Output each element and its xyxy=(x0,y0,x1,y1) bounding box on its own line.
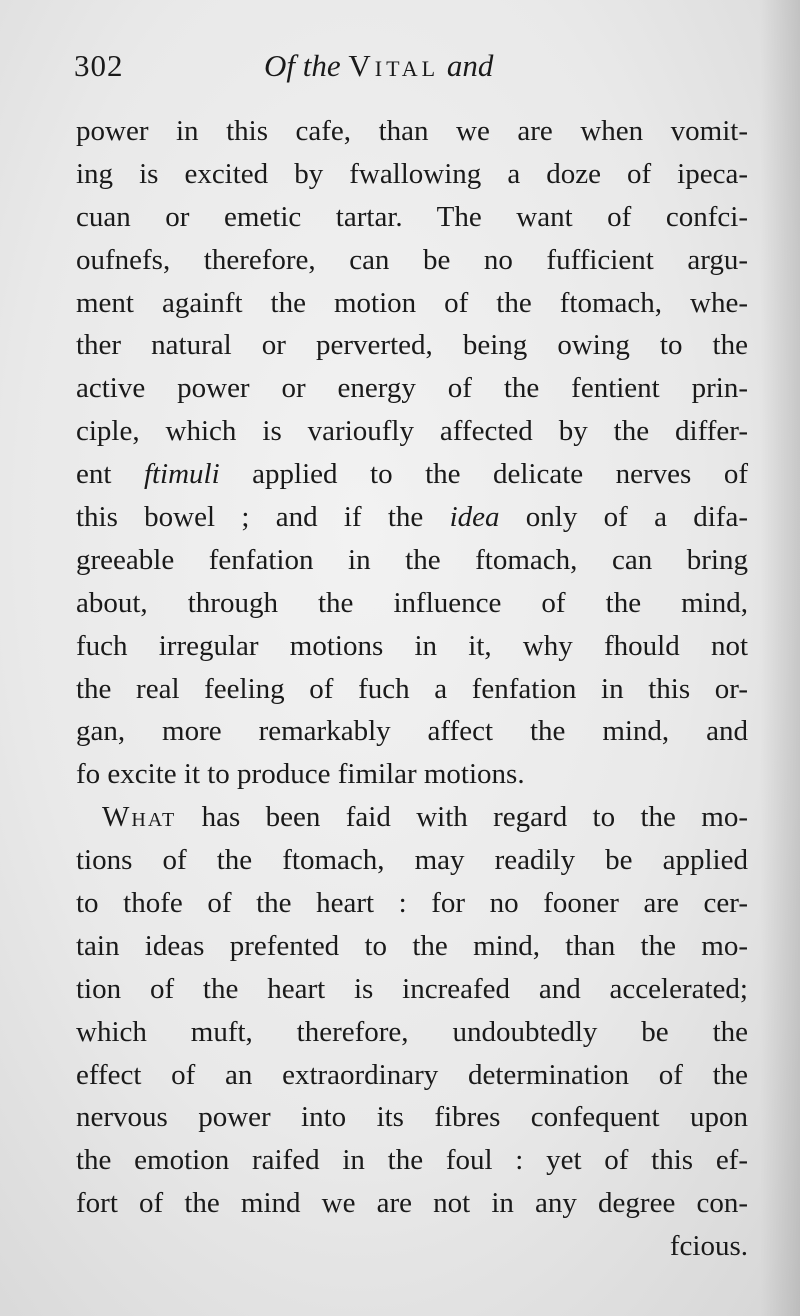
text-line: active power or energy of the fentient prin- xyxy=(76,372,748,405)
text-line: oufnefs, therefore, can be no fufficient argu- xyxy=(76,243,748,276)
text-line: fort of the mind we are not in any degree con- xyxy=(76,1187,748,1220)
text-line xyxy=(76,796,748,839)
text-line: tion of the heart is increafed and accelerated; xyxy=(76,972,748,1005)
text-line: which muft, therefore, undoubtedly be the xyxy=(76,1015,748,1048)
text-line: the real feeling of fuch a fenfation in this or- xyxy=(76,672,748,705)
text-line: tain ideas prefented to the mind, than the mo- xyxy=(76,929,748,962)
italic-word: ftimuli xyxy=(143,458,220,491)
text-run: has been faid with regard to the mo- xyxy=(176,801,748,834)
running-title-suffix: and xyxy=(439,48,494,83)
running-title xyxy=(264,48,493,84)
text-line: ing is excited by fwallowing a doze of ipeca- xyxy=(76,157,748,190)
text-line: fo excite it to produce fimilar motions. xyxy=(76,758,525,791)
text-line: cuan or emetic tartar. The want of confci- xyxy=(76,200,748,233)
text-line: tions of the ftomach, may readily be applied xyxy=(76,844,748,877)
text-line: power in this cafe, than we are when vomit- xyxy=(76,115,748,147)
running-head xyxy=(74,48,754,92)
running-title-prefix: Of the xyxy=(264,48,349,83)
text-line: to thofe of the heart : for no fooner are cer- xyxy=(76,887,748,920)
text-line: about, through the influence of the mind, xyxy=(76,586,748,619)
smallcaps-word: What xyxy=(102,801,177,834)
text-line: fuch irregular motions in it, why fhould not xyxy=(76,629,748,662)
running-title-smallcaps: Vital xyxy=(348,48,440,83)
text-line xyxy=(76,496,748,539)
text-line: ther natural or perverted, being owing to the xyxy=(76,329,748,362)
text-line: the emotion raifed in the foul : yet of this ef- xyxy=(76,1144,748,1177)
text-line: effect of an extraordinary determination of the xyxy=(76,1058,748,1091)
text-line: gan, more remarkably affect the mind, and xyxy=(76,715,748,748)
text-line: ciple, which is varioufly affected by the differ- xyxy=(76,415,748,448)
text-run: ent xyxy=(76,458,144,491)
text-run: only of a difa- xyxy=(499,501,748,534)
text-run: this bowel ; and if the xyxy=(76,501,450,534)
italic-word: idea xyxy=(449,501,500,534)
text-line: greeable fenfation in the ftomach, can bring xyxy=(76,543,748,576)
page-number: 302 xyxy=(74,48,124,83)
body-text xyxy=(76,110,748,1268)
text-line xyxy=(76,453,748,496)
text-run: applied to the delicate nerves of xyxy=(219,458,748,491)
text-line: fcious. xyxy=(669,1230,748,1263)
text-line: nervous power into its fibres confequent upon xyxy=(76,1101,748,1134)
text-line: ment againft the motion of the ftomach, whe- xyxy=(76,286,748,319)
